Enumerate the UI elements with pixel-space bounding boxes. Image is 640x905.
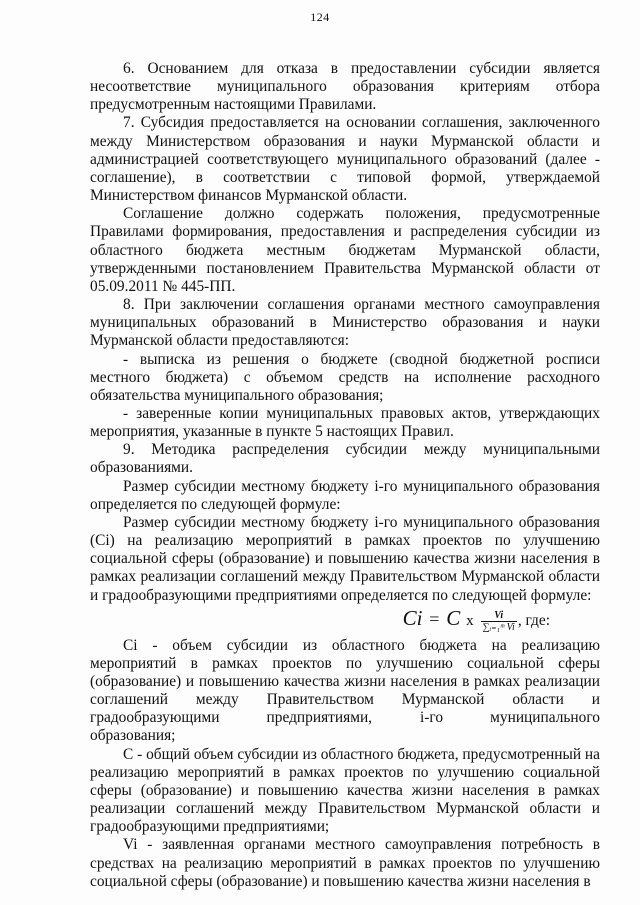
paragraph-8-item-extract: - выписка из решения о бюджете (сводной бюджетной росписи местного бюджета) с объемом средств на исполнение расходного обязательства муниципального образования; xyxy=(90,350,600,404)
definition-ci-text: Ci - объем субсидии из областного бюджета на реализацию мероприятий в рамках проектов по улучшению социальной сферы (образование) и повышению качества жизни населения в рамках реализации соглашений между Правительством Мурманской области и градообразующими предприятиями, xyxy=(90,636,600,727)
formula-fraction xyxy=(481,610,517,633)
paragraph-8-item-copies: - заверенные копии муниципальных правовых актов, утверждающих мероприятия, указанные в пункте 5 настоящих Правил. xyxy=(90,404,600,441)
paragraph-8: 8. При заключении соглашения органами местного самоуправления муниципальных образований в Министерство образования и науки Мурманской области предоставляются: xyxy=(90,296,600,350)
definition-c: С - общий объем субсидии из областного бюджета, предусмотренный на реализацию мероприятий в рамках проектов по улучшению социальной сферы (образование) и повышению качества жизни населения в рамках реализации соглашений между Правительством Мурманской области и градообразующими предприятиями; xyxy=(90,745,600,836)
paragraph-9-size: Размер субсидии местному бюджету i-го муниципального образования определяется по следующей формуле: xyxy=(90,477,600,513)
subsidy-formula xyxy=(90,606,600,633)
paragraph-7: 7. Субсидия предоставляется на основании соглашения, заключенного между Министерством образования и науки Мурманской области и администрацией соответствующего муниципального образований (далее - соглашение), в соответствии с типовой формой, утверждаемой Министерством финансов Мурманской области. xyxy=(90,114,600,205)
paragraph-9: 9. Методика распределения субсидии между муниципальными образованиями. xyxy=(90,441,600,477)
formula-equals: = xyxy=(429,608,440,629)
formula-numerator: Vi xyxy=(481,610,517,622)
definition-ci xyxy=(90,637,600,746)
formula-denominator: ∑ᵢ₌₁ᵐ Vi xyxy=(482,621,515,633)
formula-times: x xyxy=(466,612,474,629)
page-number: 124 xyxy=(310,10,330,24)
formula-lhs: Ci xyxy=(402,605,423,630)
paragraph-9-size-ci: Размер субсидии местному бюджету i-го муниципального образования (Ci) на реализацию мероприятий в рамках проектов по улучшению социальной сферы (образование) и повышению качества жизни населения в рамках реализации соглашений между Правительством Мурманской области и градообразующими предприятиями определяется по следующей формуле: xyxy=(90,513,600,604)
definition-vi: Vi - заявленная органами местного самоуправления потребность в средствах на реализацию мероприятий в рамках проектов по улучшению социальной сферы (образование) и повышению качества жизни населения в xyxy=(90,836,600,890)
paragraph-7-agreement: Соглашение должно содержать положения, предусмотренные Правилами формирования, предоставления и распределения субсидии из областного бюджета местным бюджетам Мурманской области, утвержденными постановлением Правительства Мурманской области от 05.09.2011 № 445-ПП. xyxy=(90,205,600,295)
formula-c: C xyxy=(446,605,461,630)
formula-tail: , где: xyxy=(517,611,550,629)
definition-ci-suffix: i-го муниципального образования; xyxy=(90,709,600,745)
document-body xyxy=(90,60,600,891)
paragraph-6: 6. Основанием для отказа в предоставлении субсидии является несоответствие муниципального образования критериям отбора предусмотренным настоящими Правилами. xyxy=(90,60,600,114)
